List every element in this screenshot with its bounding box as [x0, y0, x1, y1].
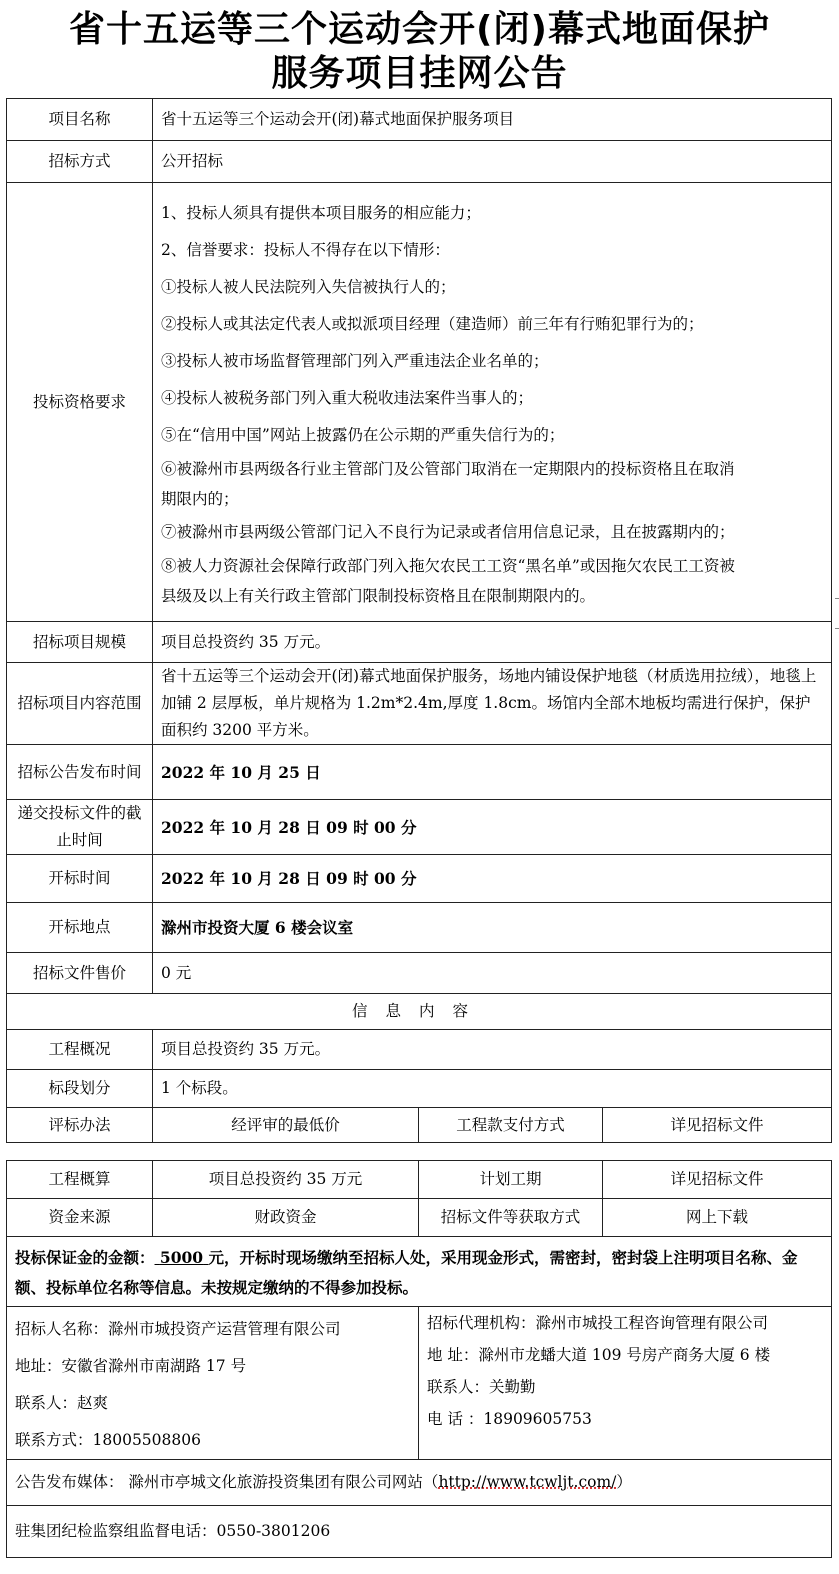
bid-method-label: 招标方式	[7, 141, 153, 183]
open-time-value: 2022 年 10 月 28 日 09 时 00 分	[153, 855, 832, 903]
evaluation-value: 经评审的最低价	[153, 1108, 419, 1143]
row-open-time	[7, 855, 832, 903]
margin-mark	[835, 628, 839, 629]
row-qualification	[7, 183, 832, 622]
qualification-item: 县级及以上有关行政主管部门限制投标资格且在限制期限内的。	[161, 587, 596, 605]
payment-method-value: 详见招标文件	[603, 1108, 832, 1143]
open-place-label: 开标地点	[7, 903, 153, 953]
tenderer-block	[7, 1307, 419, 1460]
media-text	[7, 1460, 832, 1506]
deposit-amount	[155, 1248, 209, 1267]
row-overview	[7, 1030, 832, 1070]
payment-method-label: 工程款支付方式	[419, 1108, 603, 1143]
tenderer-phone: 联系方式：18005508806	[15, 1431, 201, 1449]
agency-address: 地 址：滁州市龙蟠大道 109 号房产商务大厦 6 楼	[427, 1346, 771, 1364]
notice-title-line1: 省十五运等三个运动会开(闭)幕式地面保护	[69, 9, 770, 50]
budget-table	[6, 1160, 832, 1558]
row-supervision	[7, 1506, 832, 1558]
deposit-amount-value: 5000	[159, 1247, 204, 1267]
doc-access-label: 招标文件等获取方式	[419, 1199, 603, 1237]
row-scale	[7, 622, 832, 663]
row-funding	[7, 1199, 832, 1237]
row-evaluation	[7, 1108, 832, 1143]
funding-label: 资金来源	[7, 1199, 153, 1237]
doc-price-label: 招标文件售价	[7, 953, 153, 994]
row-scope	[7, 663, 832, 745]
qualification-item: ②投标人或其法定代表人或拟派项目经理（建造师）前三年有行贿犯罪行为的；	[161, 315, 704, 333]
row-deadline	[7, 800, 832, 855]
qualification-item: ⑧被人力资源社会保障行政部门列入拖欠农民工工资“黑名单”或因拖欠农民工工资被	[161, 557, 735, 575]
qualification-label: 投标资格要求	[7, 183, 153, 622]
media-link[interactable]: http://www.tcwljt.com/	[438, 1473, 617, 1491]
row-publish-time	[7, 745, 832, 800]
qualification-item: ⑤在“信用中国”网站上披露仍在公示期的严重失信行为的；	[161, 426, 565, 444]
info-table	[6, 993, 832, 1143]
project-name-label: 项目名称	[7, 99, 153, 141]
media-suffix: ）	[616, 1473, 632, 1491]
qualification-item: ③投标人被市场监督管理部门列入严重违法企业名单的；	[161, 352, 549, 370]
tenderer-contact: 联系人：赵爽	[15, 1394, 109, 1412]
budget-label: 工程概算	[7, 1161, 153, 1199]
overview-value: 项目总投资约 35 万元。	[153, 1030, 832, 1070]
deposit-text	[7, 1237, 832, 1307]
qualification-item: ④投标人被税务部门列入重大税收违法案件当事人的；	[161, 389, 534, 407]
agency-name: 招标代理机构：滁州市城投工程咨询管理有限公司	[427, 1314, 769, 1332]
scope-label: 招标项目内容范围	[7, 663, 153, 745]
row-bid-method	[7, 141, 832, 183]
tenderer-address: 地址：安徽省滁州市南湖路 17 号	[15, 1357, 247, 1375]
publish-time-value: 2022 年 10 月 25 日	[153, 745, 832, 800]
sections-value: 1 个标段。	[153, 1070, 832, 1108]
row-deposit	[7, 1237, 832, 1307]
row-info-header	[7, 994, 832, 1030]
supervision-text: 驻集团纪检监察组监督电话：0550-3801206	[7, 1506, 832, 1558]
project-name-value: 省十五运等三个运动会开(闭)幕式地面保护服务项目	[153, 99, 832, 141]
qualification-item: ⑥被滁州市县两级各行业主管部门及公管部门取消在一定期限内的投标资格且在取消	[161, 460, 735, 478]
scope-value: 省十五运等三个运动会开(闭)幕式地面保护服务，场地内铺设保护地毯（材质选用拉绒），地毯上加铺 2 层厚板，单片规格为 1.2m*2.4m,厚度 1.8cm。场馆内全部木地板均需进行保护，保护面积约 3200 平方米。	[153, 663, 832, 745]
tenderer-name: 招标人名称：滁州市城投资产运营管理有限公司	[15, 1320, 341, 1338]
media-prefix: 公告发布媒体： 滁州市亭城文化旅游投资集团有限公司网站（	[15, 1473, 439, 1491]
doc-access-value: 网上下载	[603, 1199, 832, 1237]
bid-method-value: 公开招标	[153, 141, 832, 183]
funding-value: 财政资金	[153, 1199, 419, 1237]
agency-contact: 联系人：关勤勤	[427, 1378, 536, 1396]
scale-value: 项目总投资约 35 万元。	[153, 622, 832, 663]
schedule-value: 详见招标文件	[603, 1161, 832, 1199]
qualification-item: ①投标人被人民法院列入失信被执行人的；	[161, 278, 456, 296]
agency-phone: 电 话 ：18909605753	[427, 1410, 592, 1428]
deposit-prefix: 投标保证金的金额：	[15, 1247, 155, 1267]
row-parties	[7, 1307, 832, 1460]
row-open-place	[7, 903, 832, 953]
schedule-label: 计划工期	[419, 1161, 603, 1199]
qualification-item: 1、投标人须具有提供本项目服务的相应能力；	[161, 204, 481, 222]
main-info-table	[6, 98, 832, 994]
qualification-list	[153, 183, 832, 622]
sections-label: 标段划分	[7, 1070, 153, 1108]
notice-title-line2: 服务项目挂网公告	[271, 53, 568, 94]
open-place-value: 滁州市投资大厦 6 楼会议室	[153, 903, 832, 953]
row-doc-price	[7, 953, 832, 994]
publish-time-label: 招标公告发布时间	[7, 745, 153, 800]
agency-block	[419, 1307, 832, 1460]
row-media	[7, 1460, 832, 1506]
scale-label: 招标项目规模	[7, 622, 153, 663]
evaluation-label: 评标办法	[7, 1108, 153, 1143]
deadline-value: 2022 年 10 月 28 日 09 时 00 分	[153, 800, 832, 855]
margin-mark	[835, 598, 839, 599]
open-time-label: 开标时间	[7, 855, 153, 903]
qualification-item: 2、信誉要求：投标人不得存在以下情形：	[161, 241, 450, 259]
deadline-label: 递交投标文件的截止时间	[7, 800, 153, 855]
row-sections	[7, 1070, 832, 1108]
qualification-item: 期限内的；	[161, 490, 239, 508]
info-section-header: 信息内容	[7, 994, 832, 1030]
overview-label: 工程概况	[7, 1030, 153, 1070]
doc-price-value: 0 元	[153, 953, 832, 994]
row-project-name	[7, 99, 832, 141]
deposit-suffix: 元，开标时现场缴纳至招标人处，采用现金形式，需密封，密封袋上注明项目名称、金额、投标单位名称等信息。未按规定缴纳的不得参加投标。	[15, 1247, 798, 1297]
row-budget	[7, 1161, 832, 1199]
budget-value: 项目总投资约 35 万元	[153, 1161, 419, 1199]
qualification-item: ⑦被滁州市县两级公管部门记入不良行为记录或者信用信息记录，且在披露期内的；	[161, 523, 735, 541]
